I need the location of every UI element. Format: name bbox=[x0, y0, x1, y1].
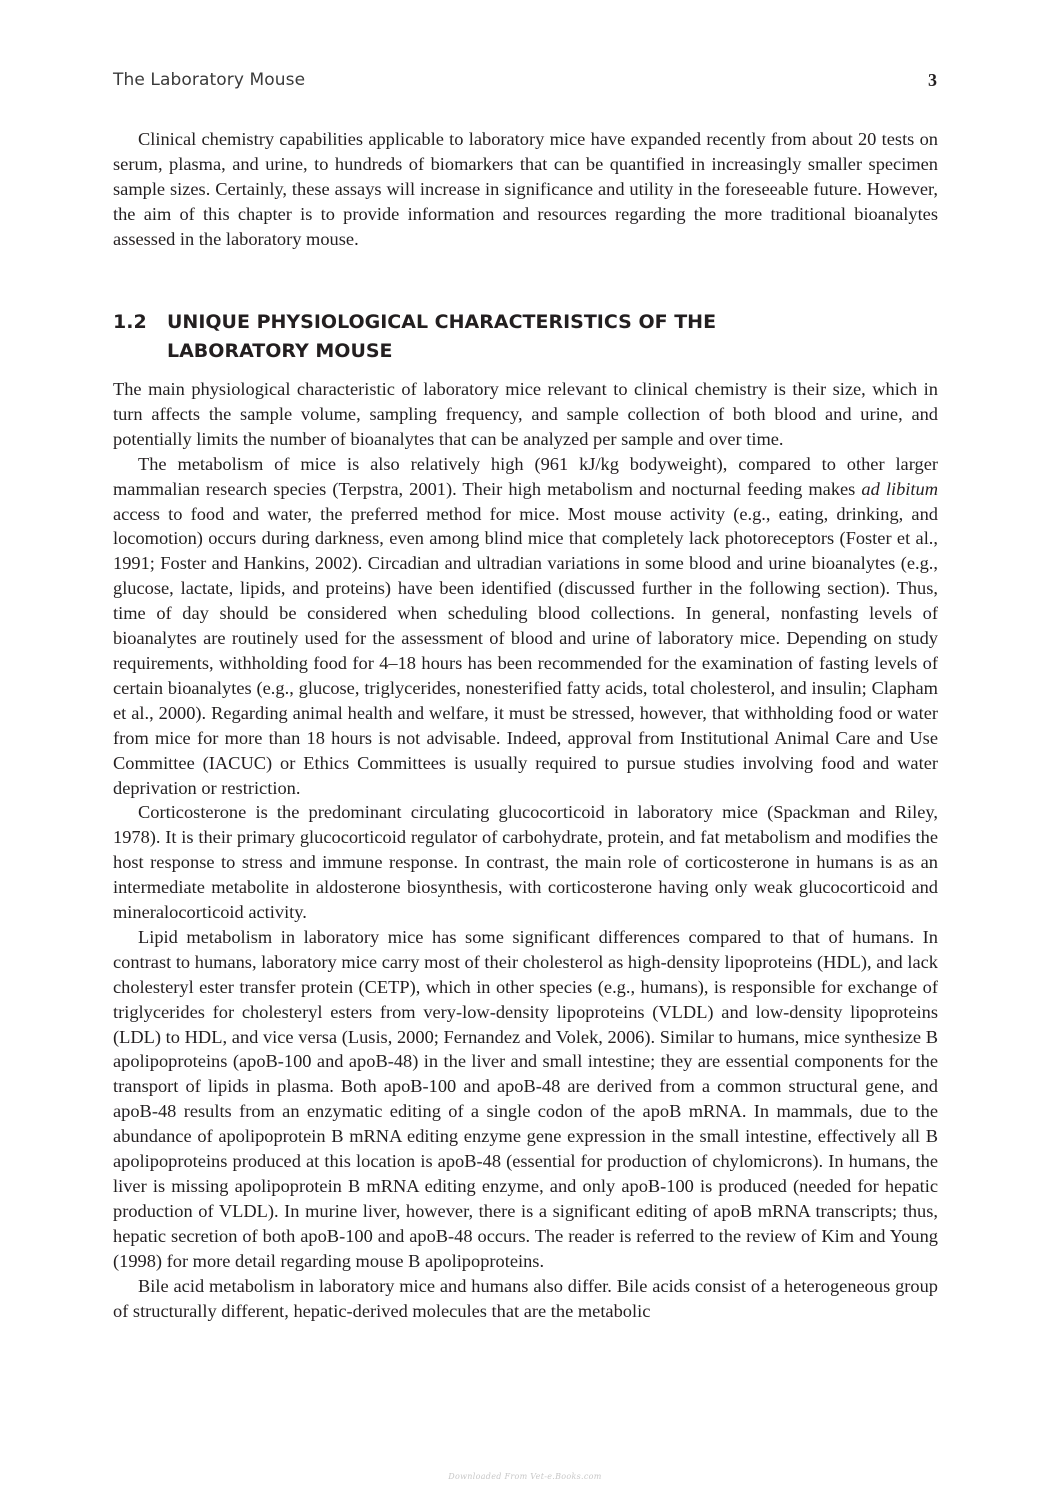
intro-paragraph: Clinical chemistry capabilities applicable to laboratory mice have expanded recently from about 20 tests on serum, plasma, and urine, to hundreds of biomarkers that can be quantified in increasingly smaller specimen sample sizes. Certainly, these assays will increase in significance and utility in the foreseeable future. However, the aim of this chapter is to provide information and resources regarding the more traditional bioanalytes assessed in the laboratory mouse. bbox=[113, 129, 938, 249]
italic-term: ad libitum bbox=[861, 478, 938, 499]
section-title: UNIQUE PHYSIOLOGICAL CHARACTERISTICS OF THE LABORATORY MOUSE bbox=[167, 311, 717, 362]
page-number: 3 bbox=[928, 70, 937, 90]
running-head: The Laboratory Mouse bbox=[113, 70, 306, 90]
paragraph-metabolism-end: access to food and water, the preferred method for mice. Most mouse activity (e.g., eating, drinking, and locomotion) occurs during darkness, even among blind mice that completely lack photoreceptors (Foster et al., 1991; Foster and Hankins, 2002). Circadian and ultradian variations in some blood and urine bioanalytes (e.g., glucose, lactate, lipids, and proteins) have been identified (discussed further in the following section). Thus, time of day should be considered when scheduling blood collections. In general, nonfasting levels of bioanalytes are routinely used for the assessment of blood and urine of laboratory mice. Depending on study requirements, withholding food for 4–18 hours has been recommended for the examination of fasting levels of certain bioanalytes (e.g., glucose, triglycerides, nonesterified fatty acids, total cholesterol, and insulin; Clapham et al., 2000). Regarding animal health and welfare, it must be stressed, however, that withholding food or water from mice for more than 18 hours is not advisable. Indeed, approval from Institutional Animal Care and Use Committee (IACUC) or Ethics Committees is usually required to pursue studies involving food and water deprivation or restriction. bbox=[113, 503, 938, 798]
paragraph-metabolism-start: The metabolism of mice is also relatively high (961 kJ/kg bodyweight), compared to other larger mammalian research species (Terpstra, 2001). Their high metabolism and nocturnal feeding makes bbox=[113, 453, 938, 499]
intro-text bbox=[113, 127, 938, 252]
paragraph-corticosterone: Corticosterone is the predominant circulating glucocorticoid in laboratory mice (Spackman and Riley, 1978). It is their primary glucocorticoid regulator of carbohydrate, protein, and fat metabolism and modifies the host response to stress and immune response. In contrast, the main role of corticosterone in humans is as an intermediate metabolite in aldosterone biosynthesis, with corticosterone having only weak glucocorticoid and mineralocorticoid activity. bbox=[113, 802, 938, 923]
section-number: 1.2 bbox=[113, 311, 147, 333]
paragraph-size: The main physiological characteristic of laboratory mice relevant to clinical chemistry is their size, which in turn affects the sample volume, sampling frequency, and sample collection of both blood and urine, and potentially limits the number of bioanalytes that can be analyzed per sample and over time. bbox=[113, 379, 938, 449]
section-heading bbox=[113, 308, 813, 366]
download-watermark: Downloaded From Vet-e.Books.com bbox=[448, 1472, 602, 1481]
paragraph-bile-acid: Bile acid metabolism in laboratory mice and humans also differ. Bile acids consist of a heterogeneous group of structurally different, hepatic-derived molecules that are the metabolic bbox=[113, 1275, 938, 1321]
main-body-text bbox=[113, 377, 938, 1323]
paragraph-metabolism bbox=[113, 452, 938, 801]
paragraph-lipid-metabolism: Lipid metabolism in laboratory mice has some significant differences compared to that of humans. In contrast to humans, laboratory mice carry most of their cholesterol as high-density lipoproteins (HDL), and lack cholesteryl ester transfer protein (CETP), which in other species (e.g., humans), is responsible for exchange of triglycerides for cholesteryl esters from very-low-density lipoproteins (VLDL) and low-density lipoproteins (LDL) to HDL, and vice versa (Lusis, 2000; Fernandez and Volek, 2006). Similar to humans, mice synthesize B apolipoproteins (apoB-100 and apoB-48) in the liver and small intestine; they are essential components for the transport of lipids in plasma. Both apoB-100 and apoB-48 are derived from a common structural gene, and apoB-48 results from an enzymatic editing of a single codon of the apoB mRNA. In mammals, due to the abundance of apolipoprotein B mRNA editing enzyme gene expression in the small intestine, effectively all B apolipoproteins produced at this location is apoB-48 (essential for production of chylomicrons). In humans, the liver is missing apolipoprotein B mRNA editing enzyme, and only apoB-100 is produced (needed for hepatic production of VLDL). In murine liver, however, there is a significant editing of apoB mRNA transcripts; thus, hepatic secretion of both apoB-100 and apoB-48 occurs. The reader is referred to the review of Kim and Young (1998) for more detail regarding mouse B apolipoproteins. bbox=[113, 926, 938, 1271]
